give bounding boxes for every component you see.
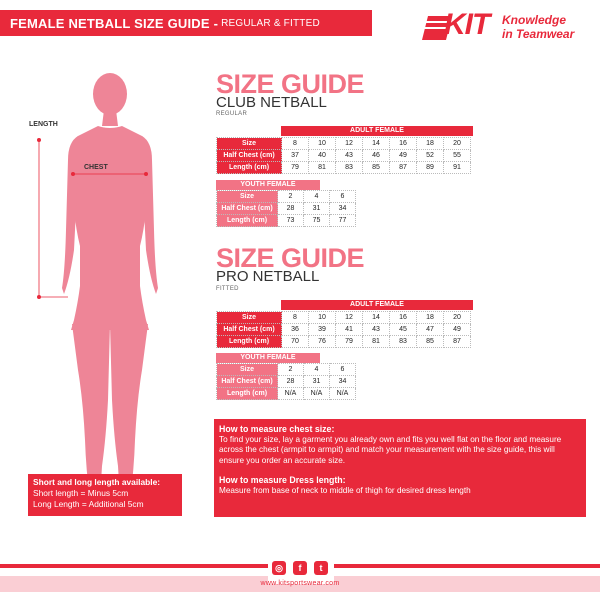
table-cell: 47: [417, 324, 444, 336]
table-cell: 36: [282, 324, 309, 336]
pro-adult-heading: ADULT FEMALE: [281, 300, 473, 310]
club-youth-table: [216, 190, 356, 227]
table-cell: 43: [336, 150, 363, 162]
table-cell: N/A: [278, 388, 304, 400]
table-cell: 2: [278, 364, 304, 376]
table-row: [217, 364, 356, 376]
table-cell: 31: [304, 376, 330, 388]
club-subtitle: CLUB NETBALL: [216, 94, 327, 111]
pro-youth-table: [216, 363, 356, 400]
chest-measure-heading: How to measure chest size:: [219, 424, 335, 434]
table-row: [217, 324, 471, 336]
pro-fit: FITTED: [216, 286, 239, 292]
row-label: Size: [217, 191, 278, 203]
club-adult-table: [216, 137, 471, 174]
logo-tagline-1: Knowledge: [502, 13, 567, 27]
table-cell: 70: [282, 336, 309, 348]
table-cell: 87: [390, 162, 417, 174]
table-cell: 16: [390, 312, 417, 324]
table-cell: 39: [309, 324, 336, 336]
kit-logo[interactable]: [422, 10, 592, 46]
table-cell: 76: [309, 336, 336, 348]
table-cell: 8: [282, 138, 309, 150]
body-silhouette-icon: [28, 70, 188, 530]
table-cell: 10: [309, 312, 336, 324]
table-cell: N/A: [304, 388, 330, 400]
table-cell: 40: [309, 150, 336, 162]
row-label: Half Chest (cm): [217, 376, 278, 388]
table-cell: 2: [278, 191, 304, 203]
table-cell: 20: [444, 138, 471, 150]
chest-measure-text: To find your size, lay a garment you already own and fits you well flat on the floor and measure across the chest (armpit to armpit) and match your measurement with the size guide, this will ensure you order an accurate size.: [219, 434, 562, 465]
table-cell: 20: [444, 312, 471, 324]
table-row: [217, 388, 356, 400]
table-row: [217, 312, 471, 324]
club-youth-heading: YOUTH FEMALE: [216, 180, 320, 190]
table-row: [217, 138, 471, 150]
table-row: [217, 162, 471, 174]
table-cell: 91: [444, 162, 471, 174]
table-cell: 49: [390, 150, 417, 162]
table-cell: 18: [417, 138, 444, 150]
table-cell: 43: [363, 324, 390, 336]
table-cell: 12: [336, 138, 363, 150]
table-cell: 55: [444, 150, 471, 162]
table-row: [217, 203, 356, 215]
chest-label: CHEST: [84, 164, 108, 171]
twitter-icon[interactable]: t: [314, 561, 328, 575]
table-cell: 85: [363, 162, 390, 174]
table-cell: 16: [390, 138, 417, 150]
row-label: Half Chest (cm): [217, 150, 282, 162]
table-cell: 81: [309, 162, 336, 174]
table-cell: 10: [309, 138, 336, 150]
logo-tagline-2: in Teamwear: [502, 27, 575, 41]
table-cell: 83: [336, 162, 363, 174]
page-subtitle: REGULAR & FITTED: [221, 17, 320, 29]
table-cell: 83: [390, 336, 417, 348]
table-cell: 79: [282, 162, 309, 174]
row-label: Length (cm): [217, 215, 278, 227]
short-length-text: Short length = Minus 5cm: [33, 488, 129, 498]
table-cell: 14: [363, 138, 390, 150]
table-cell: 77: [330, 215, 356, 227]
female-figure: [28, 70, 188, 530]
table-cell: 4: [304, 364, 330, 376]
table-cell: 89: [417, 162, 444, 174]
row-label: Length (cm): [217, 336, 282, 348]
table-cell: 4: [304, 191, 330, 203]
instagram-icon[interactable]: ◎: [272, 561, 286, 575]
row-label: Size: [217, 364, 278, 376]
table-cell: 52: [417, 150, 444, 162]
header-bar: [0, 10, 372, 36]
table-cell: 6: [330, 364, 356, 376]
table-cell: 87: [444, 336, 471, 348]
table-cell: 37: [282, 150, 309, 162]
table-cell: 12: [336, 312, 363, 324]
table-cell: 79: [336, 336, 363, 348]
table-cell: 73: [278, 215, 304, 227]
table-row: [217, 150, 471, 162]
facebook-icon[interactable]: f: [293, 561, 307, 575]
table-cell: 28: [278, 203, 304, 215]
row-label: Length (cm): [217, 388, 278, 400]
row-label: Size: [217, 138, 282, 150]
website-link[interactable]: www.kitsportswear.com: [260, 580, 340, 587]
club-fit: REGULAR: [216, 111, 248, 117]
table-cell: 81: [363, 336, 390, 348]
table-row: [217, 191, 356, 203]
table-cell: 41: [336, 324, 363, 336]
table-row: [217, 336, 471, 348]
row-label: Half Chest (cm): [217, 203, 278, 215]
how-to-measure-panel: [214, 419, 586, 517]
club-adult-heading: ADULT FEMALE: [281, 126, 473, 136]
row-label: Half Chest (cm): [217, 324, 282, 336]
logo-brand: KIT: [444, 8, 490, 41]
row-label: Length (cm): [217, 162, 282, 174]
table-cell: N/A: [330, 388, 356, 400]
table-cell: 18: [417, 312, 444, 324]
club-title: SIZE GUIDE: [216, 69, 365, 99]
table-cell: 8: [282, 312, 309, 324]
page-title: FEMALE NETBALL SIZE GUIDE -: [10, 15, 219, 31]
table-row: [217, 215, 356, 227]
table-cell: 28: [278, 376, 304, 388]
long-length-text: Long Length = Additional 5cm: [33, 499, 144, 509]
table-cell: 45: [390, 324, 417, 336]
table-cell: 14: [363, 312, 390, 324]
table-cell: 34: [330, 203, 356, 215]
table-cell: 85: [417, 336, 444, 348]
table-cell: 6: [330, 191, 356, 203]
dress-measure-text: Measure from base of neck to middle of thigh for desired dress length: [219, 485, 471, 495]
length-options-panel: [28, 474, 182, 516]
pro-title: SIZE GUIDE: [216, 243, 365, 273]
table-cell: 34: [330, 376, 356, 388]
row-label: Size: [217, 312, 282, 324]
table-cell: 49: [444, 324, 471, 336]
length-options-heading: Short and long length available:: [33, 477, 161, 487]
length-label: LENGTH: [29, 121, 58, 128]
dress-measure-heading: How to measure Dress length:: [219, 475, 346, 485]
pro-youth-heading: YOUTH FEMALE: [216, 353, 320, 363]
table-cell: 31: [304, 203, 330, 215]
table-cell: 75: [304, 215, 330, 227]
table-cell: 46: [363, 150, 390, 162]
pro-adult-table: [216, 311, 471, 348]
pro-subtitle: PRO NETBALL: [216, 268, 320, 285]
table-row: [217, 376, 356, 388]
